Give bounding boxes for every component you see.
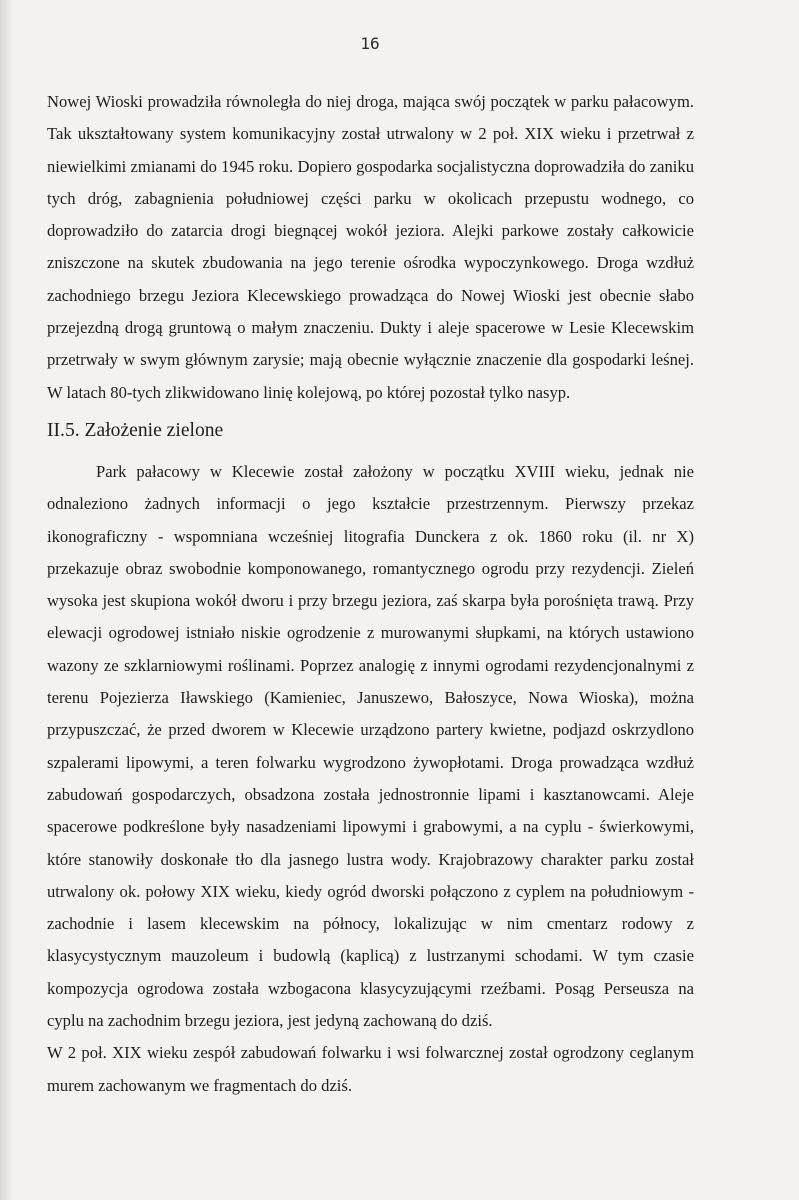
page-number: 16 <box>360 34 380 53</box>
page-content <box>47 86 694 1102</box>
body-paragraph: Park pałacowy w Klecewie został założony w początku XVIII wieku, jednak nie odnaleziono żadnych informacji o jego kształcie przestrzennym. Pierwszy przekaz ikonograficzny - wspomniana wcześniej litografia Dunckera z ok. 1860 roku (il. nr X) przekazuje obraz swobodnie komponowanego, romantycznego ogrodu przy rezydencji. Zieleń wysoka jest skupiona wokół dworu i przy brzegu jeziora, zaś skarpa była porośnięta trawą. Przy elewacji ogrodowej istniało niskie ogrodzenie z murowanymi słupkami, na których ustawiono wazony ze szklarniowymi roślinami. Poprzez analogię z innymi ogrodami rezydencjonalnymi z terenu Pojezierza Iławskiego (Kamieniec, Januszewo, Bałoszyce, Nowa Wioska), można przypuszczać, że przed dworem w Klecewie urządzono partery kwietne, podjazd oskrzydlono szpalerami lipowymi, a teren folwarku wygrodzono żywopłotami. Droga prowadząca wzdłuż zabudowań gospodarczych, obsadzona została jednostronnie lipami i kasztanowcami. Aleje spacerowe podkreślone były nasadzeniami lipowymi i grabowymi, a na cyplu - świerkowymi, które stanowiły doskonałe tło dla jasnego lustra wody. Krajobrazowy charakter parku został utrwalony ok. połowy XIX wieku, kiedy ogród dworski połączono z cyplem na południowym - zachodnie i lasem klecewskim na północy, lokalizując w nim cmentarz rodowy z klasycystycznym mauzoleum i budowlą (kaplicą) z lustrzanymi schodami. W tym czasie kompozycja ogrodowa została wzbogacona klasycyzującymi rzeźbami. Posąg Perseusza na cyplu na zachodnim brzegu jeziora, jest jedyną zachowaną do dziś. <box>47 461 694 1031</box>
body-paragraph: Nowej Wioski prowadziła równoległa do niej droga, mająca swój początek w parku pałacowym. Tak ukształtowany system komunikacyjny został utrwalony w 2 poł. XIX wieku i przetrwał z niewielkimi zmianami do 1945 roku. Dopiero gospodarka socjalistyczna doprowadziła do zaniku tych dróg, zabagnienia południowej części parku w okolicach przepustu wodnego, co doprowadziło do zatarcia drogi biegnącej wokół jeziora. Alejki parkowe zostały całkowicie zniszczone na skutek zbudowania na jego terenie ośrodka wypoczynkowego. Droga wzdłuż zachodniego brzegu Jeziora Klecewskiego prowadząca do Nowej Wioski jest obecnie słabo przejezdną drogą gruntową o małym znaczeniu. Dukty i aleje spacerowe w Lesie Klecewskim przetrwały w swym głównym zarysie; mają obecnie wyłącznie znaczenie dla gospodarki leśnej. W latach 80-tych zlikwidowano linię kolejową, po której pozostał tylko nasyp. <box>47 92 694 402</box>
page-edge-shadow <box>0 0 14 1200</box>
body-paragraph: W 2 poł. XIX wieku zespół zabudowań folwarku i wsi folwarcznej został ogrodzony ceglanym murem zachowanym we fragmentach do dziś. <box>47 1043 694 1095</box>
section-heading: II.5. Założenie zielone <box>47 419 224 441</box>
